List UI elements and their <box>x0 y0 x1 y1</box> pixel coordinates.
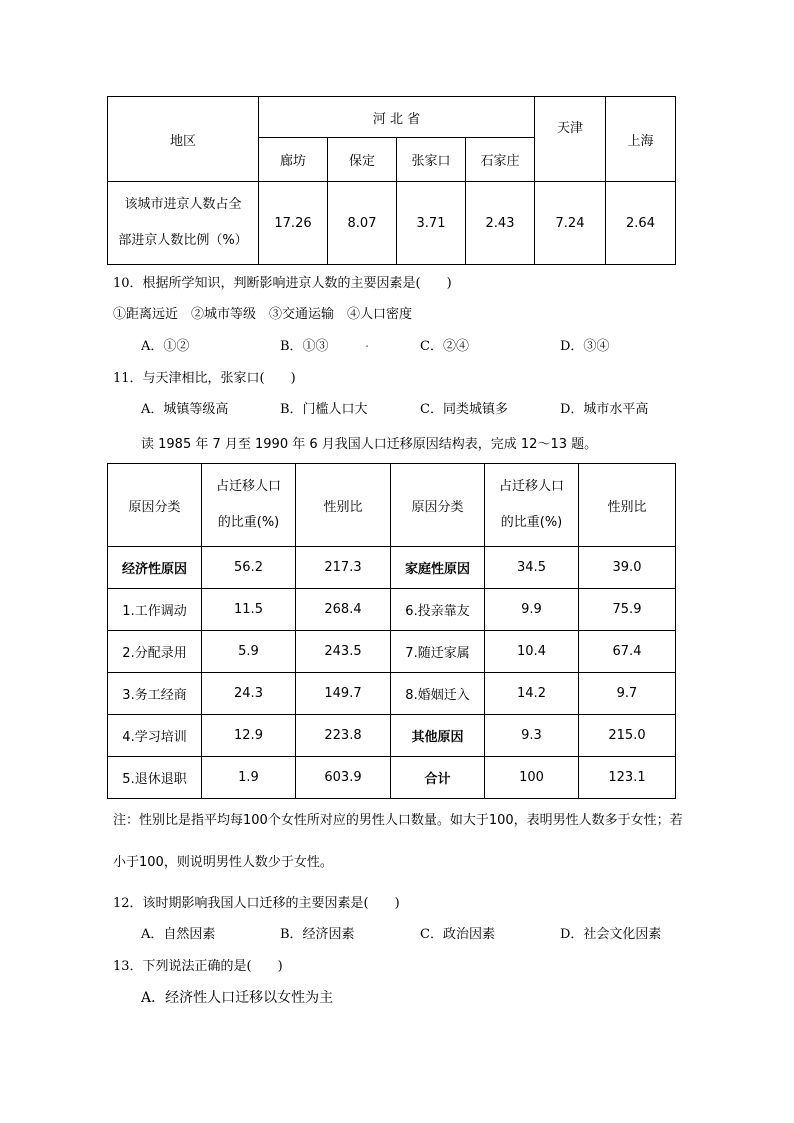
q12-option-a: A．自然因素 <box>141 927 216 942</box>
q12-option-d: D．社会文化因素 <box>560 927 662 942</box>
value-cell: 603.9 <box>296 757 391 799</box>
value-cell: 56.2 <box>202 547 296 589</box>
value-cell: 123.1 <box>579 757 676 799</box>
table2-intro: 读 1985 年 7 月至 1990 年 6 月我国人口迁移原因结构表，完成 12～13 题。 <box>141 437 598 452</box>
category-cell: 合计 <box>391 757 485 799</box>
ratio-value: 3.71 <box>397 182 466 265</box>
q12-option-c: C．政治因素 <box>420 927 495 942</box>
city-header: 保定 <box>328 138 397 182</box>
share-header-line: 占迁移人口 <box>498 479 564 494</box>
value-cell: 1.9 <box>202 757 296 799</box>
reason-category-header: 原因分类 <box>108 464 202 547</box>
q11-stem: 11．与天津相比，张家口( ) <box>113 371 296 386</box>
q11-option-b: B．门槛人口大 <box>280 402 368 417</box>
value-cell: 34.5 <box>485 547 579 589</box>
share-header <box>485 464 579 547</box>
value-cell: 5.9 <box>202 631 296 673</box>
category-cell: 经济性原因 <box>108 547 202 589</box>
category-cell: 其他原因 <box>391 715 485 757</box>
value-cell: 14.2 <box>485 673 579 715</box>
category-cell: 7.随迁家属 <box>391 631 485 673</box>
category-cell: 1.工作调动 <box>108 589 202 631</box>
value-cell: 223.8 <box>296 715 391 757</box>
q10-stem: 10．根据所学知识，判断影响进京人数的主要因素是( ) <box>113 276 452 291</box>
category-cell: 2.分配录用 <box>108 631 202 673</box>
q13-stem: 13．下列说法正确的是( ) <box>113 959 283 974</box>
share-header <box>202 464 296 547</box>
ratio-value: 2.43 <box>466 182 535 265</box>
ratio-row-label-line: 部进京人数比例（%） <box>118 233 248 248</box>
value-cell: 10.4 <box>485 631 579 673</box>
category-cell: 6.投亲靠友 <box>391 589 485 631</box>
q11-option-c: C．同类城镇多 <box>420 402 508 417</box>
table-row <box>108 715 676 757</box>
ratio-row-label-line: 该城市进京人数占全 <box>124 197 242 212</box>
q10-items: ①距离远近 ②城市等级 ③交通运输 ④人口密度 <box>113 307 413 322</box>
category-cell: 3.务工经商 <box>108 673 202 715</box>
ratio-value: 7.24 <box>535 182 606 265</box>
city-header: 石家庄 <box>466 138 535 182</box>
table-row <box>108 757 676 799</box>
q12-stem: 12．该时期影响我国人口迁移的主要因素是( ) <box>113 896 400 911</box>
q11-option-a: A．城镇等级高 <box>141 402 229 417</box>
q10-option-c: C．②④ <box>420 339 469 354</box>
value-cell: 9.7 <box>579 673 676 715</box>
category-cell: 家庭性原因 <box>391 547 485 589</box>
value-cell: 9.3 <box>485 715 579 757</box>
table-row <box>108 589 676 631</box>
table-row <box>108 673 676 715</box>
ratio-value: 2.64 <box>606 182 676 265</box>
value-cell: 100 <box>485 757 579 799</box>
share-header-line: 占迁移人口 <box>215 479 281 494</box>
value-cell: 149.7 <box>296 673 391 715</box>
value-cell: 268.4 <box>296 589 391 631</box>
value-cell: 217.3 <box>296 547 391 589</box>
q11-option-d: D．城市水平高 <box>560 402 649 417</box>
category-cell: 4.学习培训 <box>108 715 202 757</box>
value-cell: 11.5 <box>202 589 296 631</box>
sex-ratio-note: 注：性别比是指平均每100个女性所对应的男性人口数量。如大于100，表明男性人数多于女性；若小于100，则说明男性人数少于女性。 <box>113 813 683 870</box>
shanghai-header: 上海 <box>606 97 676 182</box>
value-cell: 9.9 <box>485 589 579 631</box>
hebei-header: 河 北 省 <box>259 97 535 138</box>
q12-option-b: B．经济因素 <box>280 927 355 942</box>
city-header: 廊坊 <box>259 138 328 182</box>
q10-option-b: B．①③ <box>280 339 329 354</box>
table-row <box>108 547 676 589</box>
category-cell: 5.退休退职 <box>108 757 202 799</box>
q10-option-a: A．①② <box>141 339 190 354</box>
reason-category-header: 原因分类 <box>391 464 485 547</box>
q10-option-d: D．③④ <box>560 339 610 354</box>
share-header-line: 的比重(%) <box>500 515 563 530</box>
value-cell: 215.0 <box>579 715 676 757</box>
category-cell: 8.婚姻迁入 <box>391 673 485 715</box>
value-cell: 75.9 <box>579 589 676 631</box>
value-cell: 39.0 <box>579 547 676 589</box>
migration-reason-table <box>107 463 676 799</box>
q13-option-a: A．经济性人口迁移以女性为主 <box>141 990 334 1006</box>
sex-ratio-header: 性别比 <box>296 464 391 547</box>
value-cell: 67.4 <box>579 631 676 673</box>
value-cell: 12.9 <box>202 715 296 757</box>
ratio-row-label <box>108 182 259 265</box>
share-header-line: 的比重(%) <box>217 515 280 530</box>
region-header: 地区 <box>108 97 259 182</box>
value-cell: 243.5 <box>296 631 391 673</box>
city-header: 张家口 <box>397 138 466 182</box>
value-cell: 24.3 <box>202 673 296 715</box>
ratio-value: 8.07 <box>328 182 397 265</box>
sex-ratio-header: 性别比 <box>579 464 676 547</box>
tianjin-header: 天津 <box>535 97 606 182</box>
stray-dot: . <box>365 336 370 351</box>
city-ratio-table <box>107 96 676 265</box>
ratio-value: 17.26 <box>259 182 328 265</box>
table-row <box>108 631 676 673</box>
